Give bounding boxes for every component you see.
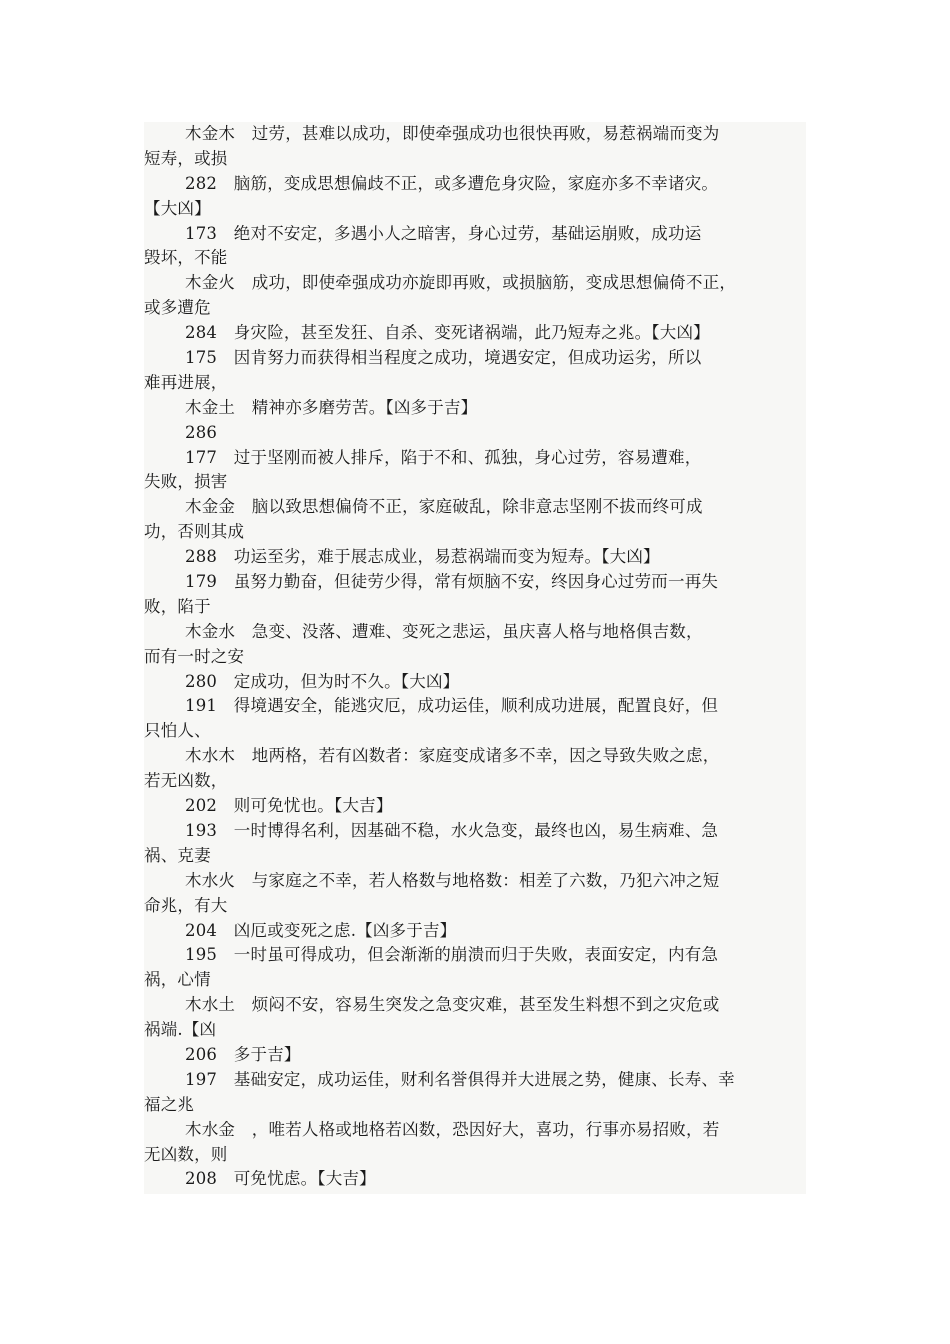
text-line: 木水火 与家庭之不幸，若人格数与地格数：相差了六数，乃犯六冲之短 [185, 870, 720, 890]
text-line: 木金火 成功，即使牵强成功亦旋即再败，或损脑筋，变成思想偏倚不正， [185, 273, 737, 293]
text-line: 208 可免忧虑。【大吉】 [185, 1169, 376, 1189]
text-line: 毁坏，不能 [144, 248, 228, 268]
text-line: 祸端.【凶 [144, 1020, 217, 1040]
text-line: 282 脑筋，变成思想偏歧不正，或多遭危身灾险，家庭亦多不幸诸灾。 [185, 173, 719, 193]
text-line: 木水木 地两格，若有凶数者：家庭变成诸多不幸，因之导致失败之虑， [185, 746, 720, 766]
text-line: 无凶数，则 [144, 1144, 228, 1164]
text-line: 功，否则其成 [144, 522, 245, 542]
text-line: 木水土 烦闷不安，容易生突发之急变灾难，甚至发生料想不到之灾危或 [185, 995, 720, 1015]
text-line: 难再进展， [144, 372, 228, 392]
text-line: 祸、克妻 [144, 845, 211, 865]
text-line: 木金水 急变、没落、遭难、变死之悲运，虽庆喜人格与地格俱吉数， [185, 621, 703, 641]
text-line: 命兆，有大 [144, 895, 228, 915]
text-line: 202 则可免忧也。【大吉】 [185, 796, 393, 816]
text-line: 193 一时博得名利，因基础不稳，水火急变，最终也凶，易生病难、急 [185, 820, 719, 840]
text-line: 败，陷于 [144, 596, 211, 616]
text-line: 木金土 精神亦多磨劳苦。【凶多于吉】 [185, 397, 478, 417]
text-line: 木金木 过劳，甚难以成功，即使牵强成功也很快再败，易惹祸端而变为 [185, 124, 720, 143]
text-line: 204 凶厄或变死之虑.【凶多于吉】 [185, 920, 457, 940]
text-line: 173 绝对不安定，多遇小人之暗害，身心过劳，基础运崩败，成功运 [185, 223, 702, 243]
text-line: 只怕人、 [144, 721, 211, 741]
text-line: 191 得境遇安全，能逃灾厄，成功运佳，顺利成功进展，配置良好，但 [185, 696, 719, 716]
text-line: 177 过于坚刚而被人排斥，陷于不和、孤独，身心过劳，容易遭难， [185, 447, 702, 467]
text-line: 短寿，或损 [144, 148, 228, 168]
text-line: 或多遭危 [144, 298, 211, 318]
text-line: 286 [185, 422, 218, 442]
text-line: 195 一时虽可得成功，但会渐渐的崩溃而归于失败，表面安定，内有急 [185, 945, 719, 965]
text-line: 木水金 ，唯若人格或地格若凶数，恐因好大，喜功，行事亦易招败，若 [185, 1119, 720, 1139]
text-line: 179 虽努力勤奋，但徒劳少得，常有烦脑不安，终因身心过劳而一再失 [185, 572, 719, 592]
document-text-block [144, 122, 806, 1194]
text-line: 206 多于吉】 [185, 1044, 301, 1064]
text-line: 175 因肯努力而获得相当程度之成功，境遇安定，但成功运劣，所以 [185, 348, 702, 368]
text-line: 失败，损害 [144, 472, 228, 492]
text-line: 而有一时之安 [144, 646, 245, 666]
text-line: 【大凶】 [144, 198, 211, 218]
text-line: 288 功运至劣，难于展志成业，易惹祸端而变为短寿。【大凶】 [185, 547, 660, 567]
text-line: 福之兆 [144, 1094, 195, 1114]
text-line: 祸，心情 [144, 970, 211, 990]
text-line: 280 定成功，但为时不久。【大凶】 [185, 671, 460, 691]
text-line: 若无凶数， [144, 771, 228, 791]
text-line: 284 身灾险，甚至发狂、自杀、变死诸祸端，此乃短寿之兆。【大凶】 [185, 323, 710, 343]
text-line: 197 基础安定，成功运佳，财利名誉俱得并大进展之势，健康、长寿、幸 [185, 1069, 735, 1089]
text-line: 木金金 脑以致思想偏倚不正，家庭破乱，除非意志坚刚不拔而终可成 [185, 497, 703, 517]
